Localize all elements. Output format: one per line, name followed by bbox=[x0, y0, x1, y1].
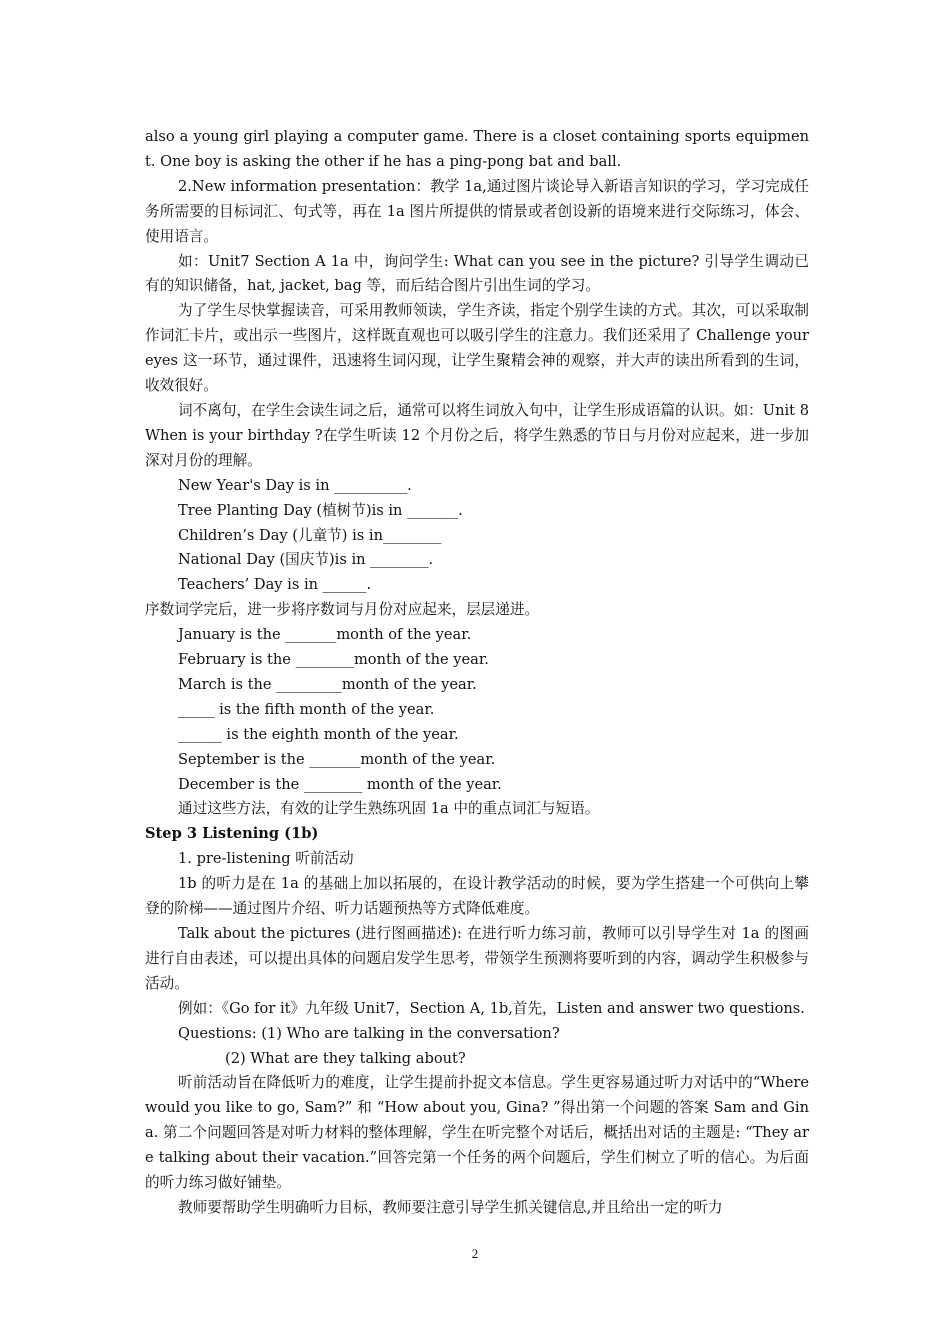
paragraph: 序数词学完后，进一步将序数词与月份对应起来，层层递进。 bbox=[145, 601, 540, 619]
paragraph: September is the _______month of the year. bbox=[178, 750, 496, 768]
paragraph: 例如：《Go for it》九年级 Unit7，Section A, 1b,首先，Listen and answer two questions. bbox=[178, 999, 805, 1017]
paragraph: January is the _______month of the year. bbox=[178, 626, 472, 644]
body-text bbox=[145, 125, 809, 1221]
paragraph: Talk about the pictures (进行图画描述): 在进行听力练习前，教师可以引导学生对 1a 的图画进行自由表述，可以提出具体的问题启发学生思考，带领学生预测将要听到的内容，调动学生积极参与活动。 bbox=[145, 925, 809, 992]
paragraph: Tree Planting Day (植树节)is in _______. bbox=[178, 501, 463, 519]
paragraph: _____ is the fifth month of the year. bbox=[178, 700, 435, 718]
paragraph: 通过这些方法，有效的让学生熟练巩固 1a 中的重点词汇与短语。 bbox=[178, 800, 600, 818]
paragraph: 词不离句，在学生会读生词之后，通常可以将生词放入句中，让学生形成语篇的认识。如：Unit 8 When is your birthday ?在学生听读 12 个月份之后，将学生熟悉的节日与月份对应起来，进一步加深对月份的理解。 bbox=[145, 401, 809, 469]
paragraph: February is the ________month of the year. bbox=[178, 651, 489, 669]
paragraph: Children’s Day (儿童节) is in________ bbox=[178, 526, 442, 544]
paragraph: 为了学生尽快掌握读音，可采用教师领读，学生齐读，指定个别学生读的方式。其次，可以采取制作词汇卡片，或出示一些图片，这样既直观也可以吸引学生的注意力。我们还采用了 Challenge your eyes 这一环节，通过课件，迅速将生词闪现，让学生聚精会神的观察，并大声的读出所看到的生词，收效很好。 bbox=[145, 302, 809, 395]
paragraph: Teachers’ Day is in ______. bbox=[178, 576, 372, 594]
paragraph: (2) What are they talking about? bbox=[225, 1049, 466, 1067]
paragraph: New Year's Day is in __________. bbox=[178, 476, 412, 494]
paragraph: 如：Unit7 Section A 1a 中，询问学生: What can you see in the picture? 引导学生调动已有的知识储备，hat, jacket, bag 等，而后结合图片引出生词的学习。 bbox=[145, 252, 809, 295]
paragraph: 2.New information presentation：教学 1a,通过图片谈论导入新语言知识的学习，学习完成任务所需要的目标词汇、句式等，再在 1a 图片所提供的情景或者创设新的语境来进行交际练习，体会、使用语言。 bbox=[145, 177, 809, 245]
paragraph: Questions: (1) Who are talking in the conversation? bbox=[178, 1024, 560, 1042]
paragraph: 1. pre-listening 听前活动 bbox=[178, 850, 354, 868]
paragraph: 听前活动旨在降低听力的难度，让学生提前扑捉文本信息。学生更容易通过听力对话中的“Where would you like to go, Sam?” 和 “How about you, Gina? ”得出第一个问题的答案 Sam and Gina. 第二个问题回答是对听力材料的整体理解，学生在听完整个对话后，概括出对话的主题是: “They are talking about their vacation.”回答完第一个任务的两个问题后，学生们树立了听的信心。为后面的听力练习做好铺垫。 bbox=[145, 1074, 809, 1192]
paragraph: 教师要帮助学生明确听力目标，教师要注意引导学生抓关键信息,并且给出一定的听力 bbox=[178, 1198, 723, 1216]
section-heading: Step 3 Listening (1b) bbox=[145, 825, 319, 843]
paragraph: March is the _________month of the year. bbox=[178, 675, 477, 693]
paragraph: National Day (国庆节)is in ________. bbox=[178, 551, 434, 569]
paragraph: 1b 的听力是在 1a 的基础上加以拓展的，在设计教学活动的时候，要为学生搭建一个可供向上攀登的阶梯——通过图片介绍、听力话题预热等方式降低难度。 bbox=[145, 875, 809, 918]
paragraph: December is the ________ month of the year. bbox=[178, 775, 502, 793]
paragraph: ______ is the eighth month of the year. bbox=[178, 725, 459, 743]
page-number: 2 bbox=[471, 1246, 479, 1261]
paragraph: also a young girl playing a computer game. There is a closet containing sports equipment. One boy is asking the other if he has a ping-pong bat and ball. bbox=[145, 128, 809, 170]
